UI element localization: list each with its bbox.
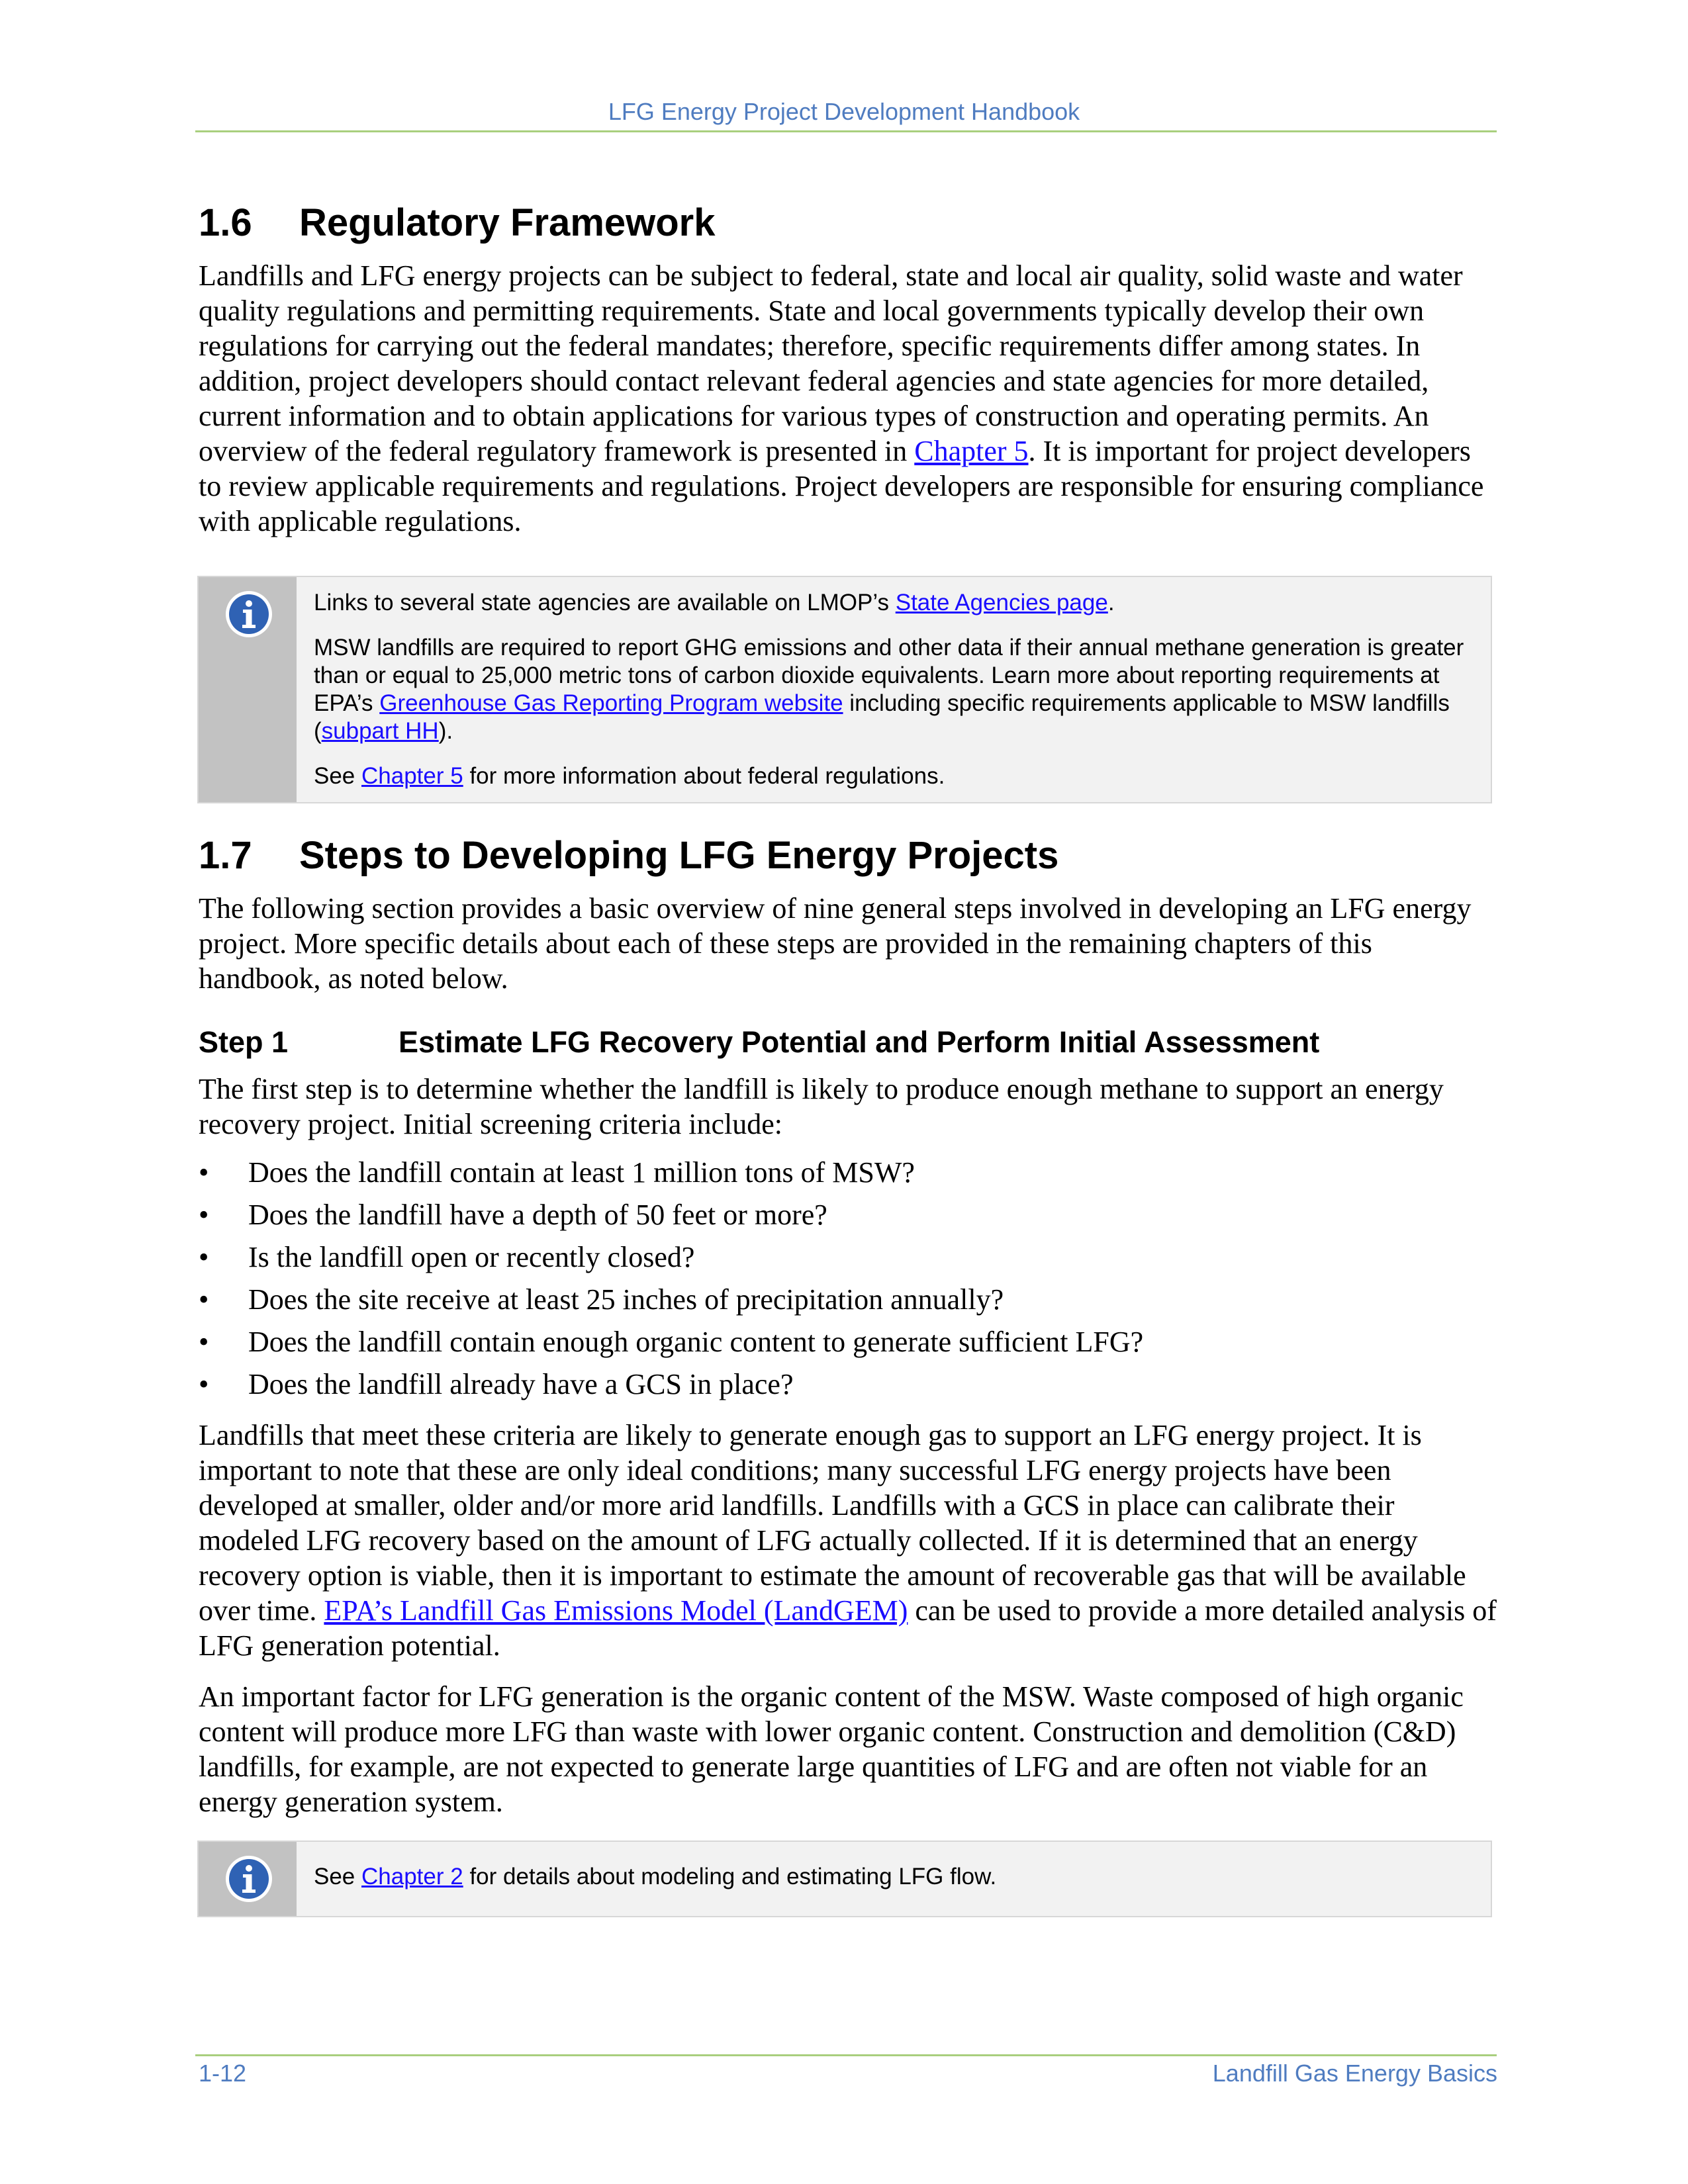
section-title: Regulatory Framework bbox=[299, 201, 716, 244]
organic-content-paragraph: An important factor for LFG generation is the organic content of the MSW. Waste composed of high organic content will produce more LFG than waste with lower organic content. Construction and demolition (C&D) landfills, for example, are not expected to generate large quantities of LFG and are often not viable for an energy generation system. bbox=[199, 1680, 1464, 1818]
running-header: LFG Energy Project Development Handbook bbox=[608, 98, 1080, 125]
page-content bbox=[199, 197, 1497, 1917]
bullet-icon: • bbox=[199, 1283, 209, 1316]
info-text: See bbox=[314, 763, 361, 789]
section-number: 1.6 bbox=[199, 201, 252, 244]
list-item-text: Is the landfill open or recently closed? bbox=[248, 1241, 695, 1273]
ghg-reporting-program-link[interactable]: Greenhouse Gas Reporting Program website bbox=[379, 690, 843, 716]
state-agencies-link[interactable]: State Agencies page bbox=[895, 590, 1108, 615]
screening-criteria-list bbox=[199, 1155, 1497, 1402]
paragraph-text: . It is important for project developers to review applicable requirements and regulations. Project developers are responsible for ensuring compliance with applicable regulations. bbox=[199, 435, 1484, 537]
info-callout-text bbox=[297, 1842, 1016, 1916]
info-callout bbox=[197, 576, 1492, 803]
info-text: including specific requirements applicable to MSW landfills ( bbox=[314, 690, 1450, 744]
chapter-2-link[interactable]: Chapter 2 bbox=[361, 1864, 463, 1889]
step-1-intro: The first step is to determine whether the landfill is likely to produce enough methane to support an energy recovery project. Initial screening criteria include: bbox=[199, 1073, 1444, 1140]
list-item bbox=[199, 1240, 1497, 1275]
paragraph-text: Landfills that meet these criteria are likely to generate enough gas to support an LFG energy project. It is important to note that these are only ideal conditions; many successful LFG energy projects have been developed at smaller, older and/or more arid landfills. Landfills with a GCS in place can calibrate their modeled LFG recovery based on the amount of LFG actually collected. If it is determined that an energy recovery option is viable, then it is important to estimate the amount of recoverable gas that will be available over time. bbox=[199, 1419, 1466, 1627]
info-text: for more information about federal regulations. bbox=[463, 763, 945, 789]
list-item-text: Does the landfill have a depth of 50 feet or more? bbox=[248, 1199, 827, 1231]
info-line-chapter-5 bbox=[314, 762, 1471, 790]
list-item-text: Does the landfill contain at least 1 million tons of MSW? bbox=[248, 1156, 915, 1189]
info-text: MSW landfills are required to report GHG emissions and other data if their annual methane generation is greater than or equal to 25,000 metric tons of carbon dioxide equivalents. Learn more about reporting requirements at EPA’s bbox=[314, 635, 1464, 716]
info-callout bbox=[197, 1841, 1492, 1917]
section-heading-1-6 bbox=[199, 197, 1497, 249]
header-rule bbox=[195, 130, 1497, 132]
list-item bbox=[199, 1197, 1497, 1232]
info-icon bbox=[224, 589, 274, 639]
bullet-icon: • bbox=[199, 1156, 209, 1189]
step-label: Step 1 bbox=[199, 1025, 289, 1059]
list-item-text: Does the landfill already have a GCS in place? bbox=[248, 1368, 794, 1400]
info-line-chapter-2 bbox=[314, 1863, 996, 1891]
info-text: . bbox=[1107, 590, 1115, 615]
list-item bbox=[199, 1282, 1497, 1317]
page-number: 1-12 bbox=[199, 2060, 247, 2087]
lfg-criteria-paragraph bbox=[199, 1418, 1497, 1663]
steps-intro-paragraph: The following section provides a basic overview of nine general steps involved in developing an LFG energy project. More specific details about each of these steps are provided in the remaining chapters of this handbook, as noted below. bbox=[199, 892, 1472, 995]
regulatory-paragraph bbox=[199, 258, 1497, 539]
list-item bbox=[199, 1324, 1497, 1359]
landgem-link[interactable]: EPA’s Landfill Gas Emissions Model (LandGEM) bbox=[324, 1594, 908, 1627]
bullet-icon: • bbox=[199, 1241, 209, 1273]
info-text: See bbox=[314, 1864, 361, 1889]
info-line-state-agencies bbox=[314, 589, 1471, 617]
paragraph-text: can be used to provide a more detailed analysis of LFG generation potential. bbox=[199, 1594, 1497, 1662]
info-text: Links to several state agencies are available on LMOP’s bbox=[314, 590, 896, 615]
info-text: ). bbox=[438, 718, 453, 744]
info-text: for details about modeling and estimating LFG flow. bbox=[463, 1864, 997, 1889]
bullet-icon: • bbox=[199, 1326, 209, 1358]
step-title: Estimate LFG Recovery Potential and Perform Initial Assessment bbox=[399, 1025, 1320, 1059]
bullet-icon: • bbox=[199, 1368, 209, 1400]
list-item bbox=[199, 1367, 1497, 1402]
info-callout-text bbox=[297, 577, 1491, 802]
subpart-hh-link[interactable]: subpart HH bbox=[321, 718, 439, 744]
bullet-icon: • bbox=[199, 1199, 209, 1231]
list-item bbox=[199, 1155, 1497, 1190]
chapter-5-link[interactable]: Chapter 5 bbox=[914, 435, 1029, 467]
list-item-text: Does the landfill contain enough organic content to generate sufficient LFG? bbox=[248, 1326, 1144, 1358]
section-heading-1-7 bbox=[199, 830, 1497, 882]
info-line-ghg-reporting bbox=[314, 634, 1471, 745]
footer-rule bbox=[195, 2054, 1497, 2056]
list-item-text: Does the site receive at least 25 inches of precipitation annually? bbox=[248, 1283, 1004, 1316]
info-callout-strip bbox=[199, 1842, 297, 1916]
info-callout-strip bbox=[199, 577, 297, 802]
chapter-5-link[interactable]: Chapter 5 bbox=[361, 763, 463, 789]
paragraph-text: Landfills and LFG energy projects can be subject to federal, state and local air quality, solid waste and water quality regulations and permitting requirements. State and local governments typically develop their own regulations for carrying out the federal mandates; therefore, specific requirements differ among states. In addition, project developers should contact relevant federal agencies and state agencies for more detailed, current information and to obtain applications for various types of construction and operating permits. An overview of the federal regulatory framework is presented in bbox=[199, 259, 1463, 467]
section-title: Steps to Developing LFG Energy Projects bbox=[299, 834, 1059, 877]
footer-chapter-title: Landfill Gas Energy Basics bbox=[1212, 2060, 1497, 2087]
section-number: 1.7 bbox=[199, 834, 252, 877]
step-1-heading bbox=[199, 1023, 1497, 1062]
info-icon bbox=[224, 1854, 274, 1904]
